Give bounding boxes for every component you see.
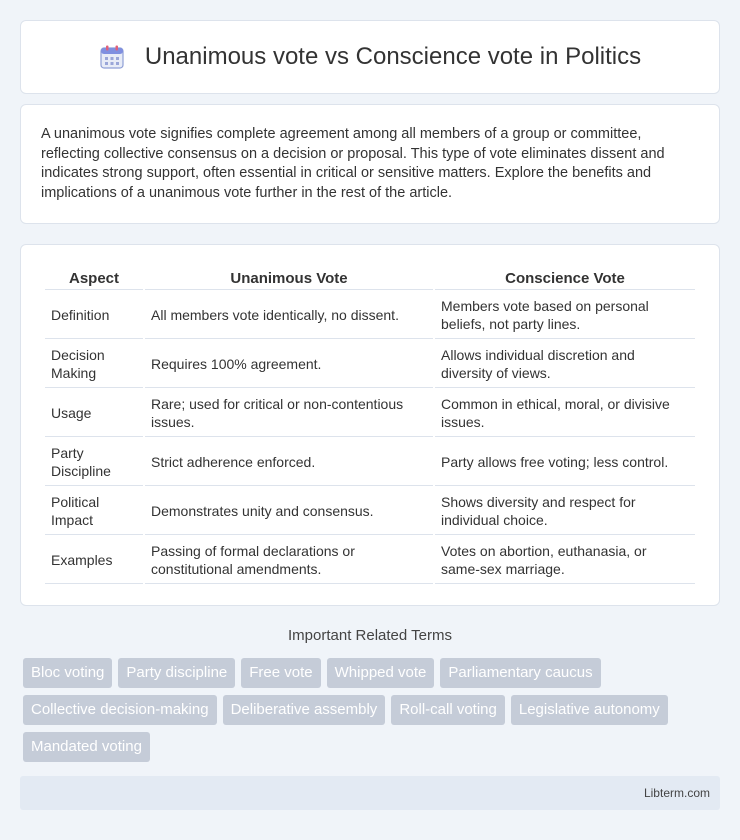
table-cell: Demonstrates unity and consensus. xyxy=(145,488,433,535)
header-card xyxy=(20,20,720,94)
table-cell: Party Discipline xyxy=(45,439,143,486)
intro-text: A unanimous vote signifies complete agreement among all members of a group or committee, reflecting collective consensus on a decision or proposal. This type of vote eliminates dissent and indicates strong support, often essential in critical or sensitive matters. Explore the benefits and implications of a unanimous vote further in the rest of the article. xyxy=(41,126,665,201)
table-header-row xyxy=(45,267,695,290)
table-cell: Definition xyxy=(45,292,143,339)
column-header: Aspect xyxy=(45,267,143,290)
column-header: Unanimous Vote xyxy=(145,267,433,290)
calendar-icon xyxy=(99,44,125,70)
related-term-tag[interactable]: Party discipline xyxy=(118,658,235,688)
related-terms-list xyxy=(23,658,723,762)
related-term-tag[interactable]: Collective decision-making xyxy=(23,695,217,725)
related-terms-title: Important Related Terms xyxy=(288,627,452,644)
table-cell: Passing of formal declarations or constitutional amendments. xyxy=(145,537,433,584)
page-title: Unanimous vote vs Conscience vote in Politics xyxy=(144,43,642,70)
related-term-tag[interactable]: Mandated voting xyxy=(23,732,150,762)
footer-site-link[interactable]: Libterm.com xyxy=(643,786,710,800)
intro-card xyxy=(20,104,720,224)
table-cell: Common in ethical, moral, or divisive issues. xyxy=(435,390,695,437)
table-cell: Shows diversity and respect for individual choice. xyxy=(435,488,695,535)
related-term-tag[interactable]: Legislative autonomy xyxy=(511,695,668,725)
table-cell: Requires 100% agreement. xyxy=(145,341,433,388)
related-term-tag[interactable]: Bloc voting xyxy=(23,658,112,688)
related-term-tag[interactable]: Parliamentary caucus xyxy=(440,658,600,688)
comparison-table xyxy=(43,265,697,586)
table-row xyxy=(45,488,695,535)
table-row xyxy=(45,537,695,584)
table-row xyxy=(45,341,695,388)
comparison-card xyxy=(20,244,720,606)
related-term-tag[interactable]: Whipped vote xyxy=(327,658,435,688)
related-term-tag[interactable]: Deliberative assembly xyxy=(223,695,386,725)
related-term-tag[interactable]: Roll-call voting xyxy=(391,695,505,725)
table-cell: Votes on abortion, euthanasia, or same-sex marriage. xyxy=(435,537,695,584)
table-cell: Strict adherence enforced. xyxy=(145,439,433,486)
table-cell: Examples xyxy=(45,537,143,584)
table-cell: Party allows free voting; less control. xyxy=(435,439,695,486)
table-row xyxy=(45,390,695,437)
table-cell: All members vote identically, no dissent. xyxy=(145,292,433,339)
related-term-tag[interactable]: Free vote xyxy=(241,658,320,688)
table-cell: Usage xyxy=(45,390,143,437)
column-header: Conscience Vote xyxy=(435,267,695,290)
table-cell: Members vote based on personal beliefs, not party lines. xyxy=(435,292,695,339)
table-cell: Rare; used for critical or non-contentious issues. xyxy=(145,390,433,437)
table-cell: Allows individual discretion and diversity of views. xyxy=(435,341,695,388)
footer xyxy=(20,776,720,810)
table-row xyxy=(45,439,695,486)
table-cell: Decision Making xyxy=(45,341,143,388)
table-row xyxy=(45,292,695,339)
table-cell: Political Impact xyxy=(45,488,143,535)
